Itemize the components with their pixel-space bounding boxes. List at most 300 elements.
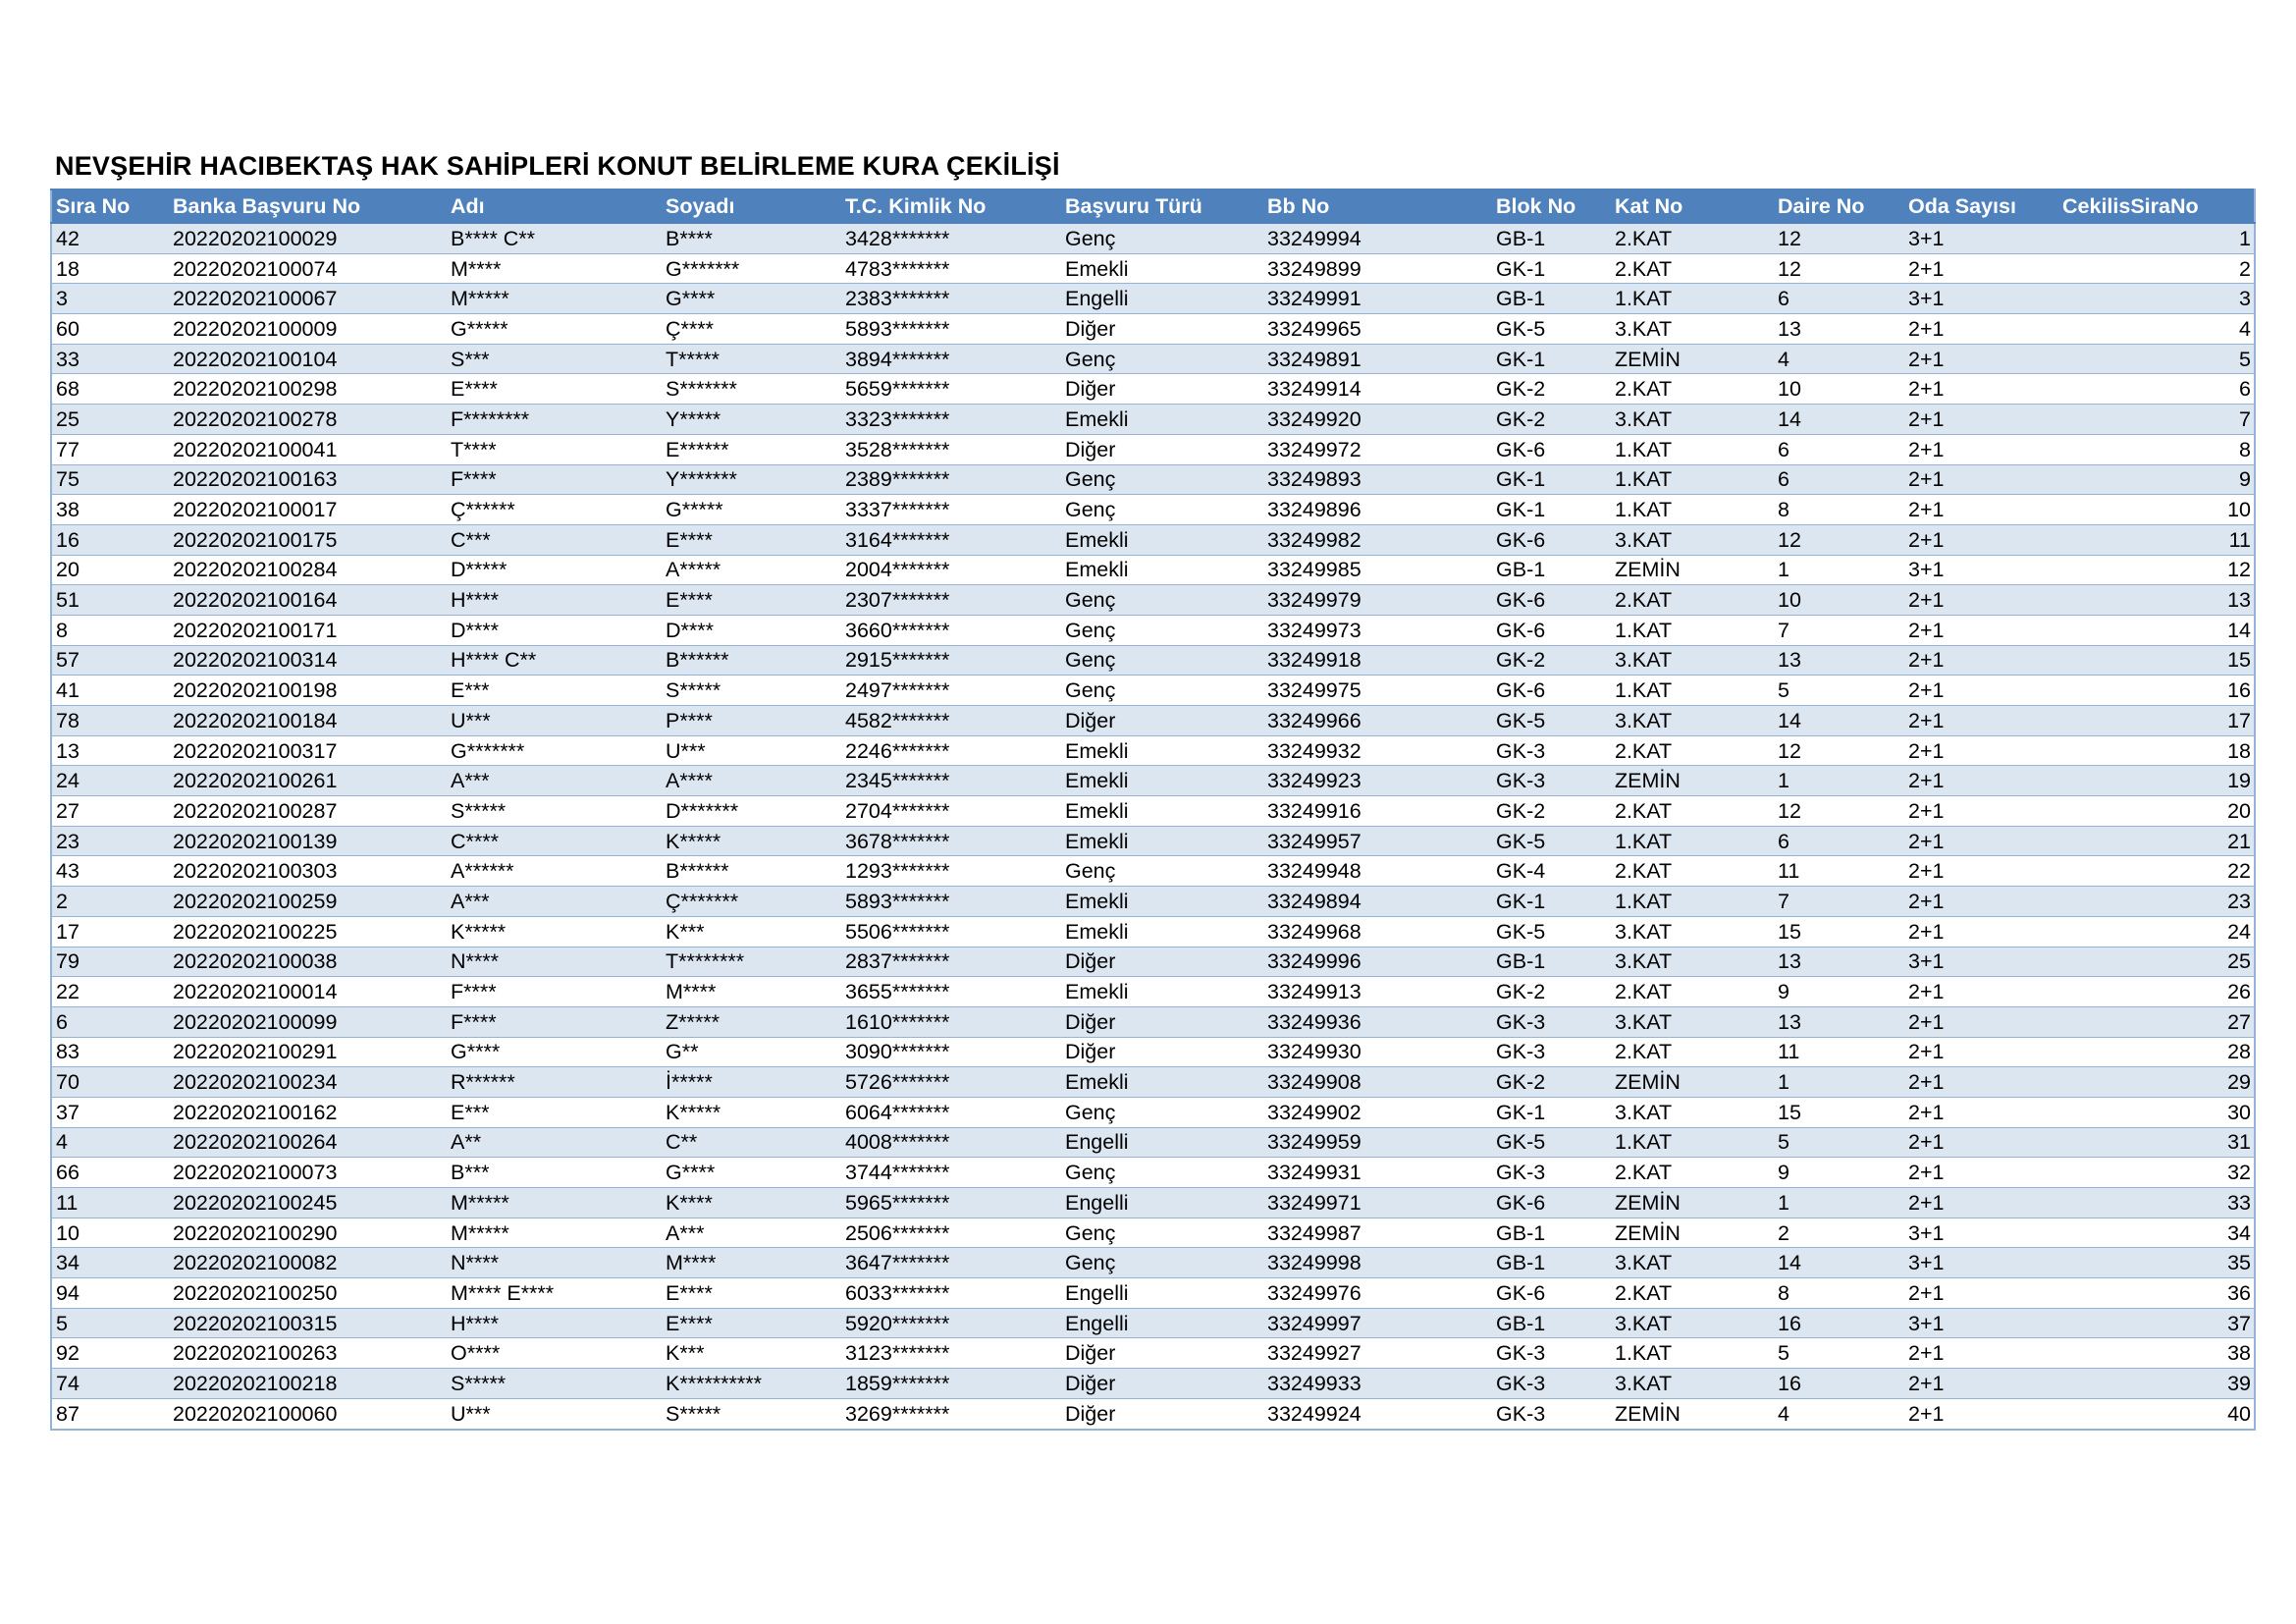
cell-adi: R****** [447,1067,662,1098]
cell-blok-no: GK-1 [1492,344,1611,374]
cell-soyadi: K********** [662,1369,841,1399]
cell-bb-no: 33249982 [1263,524,1492,555]
cell-blok-no: GK-2 [1492,1067,1611,1098]
cell-adi: E**** [447,374,662,405]
cell-adi: A*** [447,887,662,917]
cell-daire-no: 5 [1774,676,1904,706]
cell-banka-basvuru-no: 20220202100009 [169,314,447,345]
cell-adi: T**** [447,434,662,464]
cell-banka-basvuru-no: 20220202100038 [169,947,447,977]
cell-blok-no: GK-5 [1492,314,1611,345]
cell-cekilis-sira-no: 36 [2058,1278,2255,1309]
cell-banka-basvuru-no: 20220202100278 [169,405,447,435]
cell-soyadi: İ***** [662,1067,841,1098]
cell-adi: B*** [447,1158,662,1188]
cell-daire-no: 6 [1774,284,1904,314]
cell-blok-no: GK-3 [1492,1006,1611,1037]
cell-banka-basvuru-no: 20220202100234 [169,1067,447,1098]
cell-oda-sayisi: 3+1 [1904,223,2058,253]
cell-banka-basvuru-no: 20220202100041 [169,434,447,464]
cell-daire-no: 10 [1774,374,1904,405]
cell-daire-no: 13 [1774,645,1904,676]
cell-basvuru-turu: Emekli [1061,253,1263,284]
cell-soyadi: E**** [662,1308,841,1338]
cell-adi: U*** [447,706,662,736]
cell-kat-no: 1.KAT [1611,495,1774,525]
cell-basvuru-turu: Emekli [1061,916,1263,947]
cell-adi: G**** [447,1037,662,1067]
cell-tc-kimlik-no: 3123******* [841,1338,1061,1369]
cell-tc-kimlik-no: 1859******* [841,1369,1061,1399]
table-row [51,253,2255,284]
cell-basvuru-turu: Engelli [1061,1278,1263,1309]
cell-banka-basvuru-no: 20220202100259 [169,887,447,917]
cell-oda-sayisi: 2+1 [1904,1127,2058,1158]
cell-adi: E*** [447,1097,662,1127]
cell-adi: F**** [447,464,662,495]
cell-kat-no: 3.KAT [1611,1308,1774,1338]
cell-adi: A** [447,1127,662,1158]
cell-bb-no: 33249948 [1263,856,1492,887]
cell-bb-no: 33249966 [1263,706,1492,736]
cell-kat-no: 2.KAT [1611,796,1774,827]
cell-blok-no: GK-6 [1492,585,1611,616]
cell-daire-no: 9 [1774,977,1904,1007]
cell-cekilis-sira-no: 17 [2058,706,2255,736]
cell-banka-basvuru-no: 20220202100029 [169,223,447,253]
cell-banka-basvuru-no: 20220202100067 [169,284,447,314]
cell-sira-no: 37 [51,1097,169,1127]
cell-kat-no: 2.KAT [1611,585,1774,616]
cell-kat-no: 1.KAT [1611,434,1774,464]
cell-bb-no: 33249996 [1263,947,1492,977]
cell-bb-no: 33249973 [1263,615,1492,645]
cell-daire-no: 12 [1774,223,1904,253]
cell-tc-kimlik-no: 3894******* [841,344,1061,374]
cell-kat-no: 2.KAT [1611,856,1774,887]
cell-cekilis-sira-no: 31 [2058,1127,2255,1158]
cell-blok-no: GK-3 [1492,1398,1611,1429]
cell-basvuru-turu: Genç [1061,856,1263,887]
cell-banka-basvuru-no: 20220202100198 [169,676,447,706]
cell-tc-kimlik-no: 5893******* [841,887,1061,917]
table-row [51,585,2255,616]
column-header-banka-basvuru-no: Banka Başvuru No [169,189,447,223]
cell-daire-no: 1 [1774,555,1904,585]
cell-basvuru-turu: Genç [1061,464,1263,495]
cell-sira-no: 27 [51,796,169,827]
cell-bb-no: 33249979 [1263,585,1492,616]
cell-adi: S*** [447,344,662,374]
cell-sira-no: 13 [51,735,169,766]
cell-oda-sayisi: 2+1 [1904,434,2058,464]
cell-bb-no: 33249965 [1263,314,1492,345]
cell-soyadi: K*** [662,916,841,947]
column-header-oda-sayisi: Oda Sayısı [1904,189,2058,223]
cell-soyadi: G** [662,1037,841,1067]
cell-banka-basvuru-no: 20220202100139 [169,826,447,856]
table-row [51,495,2255,525]
cell-soyadi: M**** [662,977,841,1007]
cell-cekilis-sira-no: 7 [2058,405,2255,435]
cell-daire-no: 12 [1774,253,1904,284]
cell-cekilis-sira-no: 34 [2058,1218,2255,1248]
cell-blok-no: GK-5 [1492,916,1611,947]
cell-oda-sayisi: 3+1 [1904,1248,2058,1278]
cell-adi: G***** [447,314,662,345]
cell-adi: M***** [447,284,662,314]
cell-blok-no: GK-5 [1492,826,1611,856]
cell-soyadi: B****** [662,856,841,887]
cell-oda-sayisi: 2+1 [1904,706,2058,736]
cell-adi: G******* [447,735,662,766]
cell-daire-no: 14 [1774,405,1904,435]
cell-soyadi: E****** [662,434,841,464]
cell-banka-basvuru-no: 20220202100314 [169,645,447,676]
table-row [51,1037,2255,1067]
cell-tc-kimlik-no: 5506******* [841,916,1061,947]
cell-soyadi: K***** [662,1097,841,1127]
cell-bb-no: 33249894 [1263,887,1492,917]
cell-banka-basvuru-no: 20220202100074 [169,253,447,284]
cell-sira-no: 41 [51,676,169,706]
cell-banka-basvuru-no: 20220202100104 [169,344,447,374]
cell-soyadi: D**** [662,615,841,645]
cell-adi: E*** [447,676,662,706]
cell-cekilis-sira-no: 1 [2058,223,2255,253]
table-row [51,1067,2255,1098]
cell-kat-no: 1.KAT [1611,1127,1774,1158]
cell-soyadi: E**** [662,1278,841,1309]
cell-basvuru-turu: Diğer [1061,947,1263,977]
cell-basvuru-turu: Genç [1061,344,1263,374]
cell-blok-no: GK-1 [1492,1097,1611,1127]
cell-oda-sayisi: 2+1 [1904,314,2058,345]
cell-blok-no: GK-6 [1492,1278,1611,1309]
cell-kat-no: 2.KAT [1611,253,1774,284]
cell-cekilis-sira-no: 28 [2058,1037,2255,1067]
cell-oda-sayisi: 2+1 [1904,1097,2058,1127]
cell-bb-no: 33249899 [1263,253,1492,284]
cell-oda-sayisi: 2+1 [1904,374,2058,405]
cell-kat-no: ZEMİN [1611,1398,1774,1429]
cell-adi: M**** E**** [447,1278,662,1309]
cell-kat-no: ZEMİN [1611,344,1774,374]
cell-adi: H**** [447,585,662,616]
cell-adi: D**** [447,615,662,645]
cell-soyadi: K**** [662,1188,841,1218]
cell-adi: F**** [447,977,662,1007]
cell-blok-no: GK-1 [1492,495,1611,525]
cell-daire-no: 4 [1774,344,1904,374]
cell-oda-sayisi: 3+1 [1904,947,2058,977]
cell-tc-kimlik-no: 3678******* [841,826,1061,856]
cell-banka-basvuru-no: 20220202100284 [169,555,447,585]
cell-bb-no: 33249893 [1263,464,1492,495]
cell-cekilis-sira-no: 23 [2058,887,2255,917]
cell-daire-no: 15 [1774,1097,1904,1127]
table-row [51,555,2255,585]
cell-soyadi: G******* [662,253,841,284]
cell-blok-no: GK-5 [1492,1127,1611,1158]
cell-soyadi: D******* [662,796,841,827]
cell-sira-no: 94 [51,1278,169,1309]
table-row [51,434,2255,464]
cell-kat-no: 2.KAT [1611,1278,1774,1309]
cell-tc-kimlik-no: 2307******* [841,585,1061,616]
cell-tc-kimlik-no: 3647******* [841,1248,1061,1278]
cell-oda-sayisi: 2+1 [1904,615,2058,645]
cell-sira-no: 83 [51,1037,169,1067]
cell-banka-basvuru-no: 20220202100163 [169,464,447,495]
cell-banka-basvuru-no: 20220202100290 [169,1218,447,1248]
cell-sira-no: 43 [51,856,169,887]
cell-cekilis-sira-no: 6 [2058,374,2255,405]
cell-bb-no: 33249933 [1263,1369,1492,1399]
cell-basvuru-turu: Genç [1061,1158,1263,1188]
cell-tc-kimlik-no: 1610******* [841,1006,1061,1037]
cell-bb-no: 33249957 [1263,826,1492,856]
cell-cekilis-sira-no: 14 [2058,615,2255,645]
cell-oda-sayisi: 2+1 [1904,766,2058,796]
cell-kat-no: ZEMİN [1611,766,1774,796]
cell-tc-kimlik-no: 2345******* [841,766,1061,796]
cell-bb-no: 33249908 [1263,1067,1492,1098]
cell-basvuru-turu: Genç [1061,585,1263,616]
cell-bb-no: 33249923 [1263,766,1492,796]
cell-tc-kimlik-no: 3323******* [841,405,1061,435]
cell-basvuru-turu: Emekli [1061,524,1263,555]
cell-cekilis-sira-no: 5 [2058,344,2255,374]
cell-kat-no: 2.KAT [1611,374,1774,405]
column-header-cekilis-sira-no: CekilisSiraNo [2058,189,2255,223]
cell-adi: N**** [447,947,662,977]
cell-daire-no: 15 [1774,916,1904,947]
cell-daire-no: 16 [1774,1369,1904,1399]
cell-basvuru-turu: Genç [1061,495,1263,525]
table-row [51,1278,2255,1309]
cell-soyadi: B**** [662,223,841,253]
cell-blok-no: GK-1 [1492,253,1611,284]
cell-cekilis-sira-no: 27 [2058,1006,2255,1037]
cell-daire-no: 1 [1774,1067,1904,1098]
cell-bb-no: 33249976 [1263,1278,1492,1309]
cell-bb-no: 33249997 [1263,1308,1492,1338]
cell-oda-sayisi: 2+1 [1904,826,2058,856]
cell-daire-no: 6 [1774,434,1904,464]
cell-banka-basvuru-no: 20220202100218 [169,1369,447,1399]
cell-bb-no: 33249971 [1263,1188,1492,1218]
cell-cekilis-sira-no: 19 [2058,766,2255,796]
table-row [51,405,2255,435]
cell-tc-kimlik-no: 3269******* [841,1398,1061,1429]
cell-bb-no: 33249913 [1263,977,1492,1007]
cell-blok-no: GK-2 [1492,405,1611,435]
cell-oda-sayisi: 2+1 [1904,585,2058,616]
cell-tc-kimlik-no: 5920******* [841,1308,1061,1338]
cell-bb-no: 33249931 [1263,1158,1492,1188]
cell-adi: F**** [447,1006,662,1037]
cell-daire-no: 11 [1774,1037,1904,1067]
cell-kat-no: 3.KAT [1611,1006,1774,1037]
cell-sira-no: 60 [51,314,169,345]
cell-sira-no: 79 [51,947,169,977]
cell-cekilis-sira-no: 25 [2058,947,2255,977]
column-header-bb-no: Bb No [1263,189,1492,223]
cell-banka-basvuru-no: 20220202100298 [169,374,447,405]
cell-soyadi: K***** [662,826,841,856]
cell-kat-no: 3.KAT [1611,706,1774,736]
cell-banka-basvuru-no: 20220202100264 [169,1127,447,1158]
cell-cekilis-sira-no: 20 [2058,796,2255,827]
cell-kat-no: ZEMİN [1611,1218,1774,1248]
cell-basvuru-turu: Emekli [1061,735,1263,766]
cell-daire-no: 12 [1774,524,1904,555]
cell-sira-no: 51 [51,585,169,616]
cell-adi: S***** [447,1369,662,1399]
cell-adi: D***** [447,555,662,585]
cell-sira-no: 33 [51,344,169,374]
cell-basvuru-turu: Engelli [1061,284,1263,314]
table-row [51,1338,2255,1369]
cell-tc-kimlik-no: 2246******* [841,735,1061,766]
cell-basvuru-turu: Engelli [1061,1188,1263,1218]
cell-tc-kimlik-no: 3164******* [841,524,1061,555]
cell-soyadi: G**** [662,1158,841,1188]
cell-banka-basvuru-no: 20220202100175 [169,524,447,555]
cell-adi: A*** [447,766,662,796]
cell-blok-no: GB-1 [1492,1248,1611,1278]
cell-banka-basvuru-no: 20220202100317 [169,735,447,766]
cell-tc-kimlik-no: 6033******* [841,1278,1061,1309]
cell-basvuru-turu: Diğer [1061,1398,1263,1429]
cell-banka-basvuru-no: 20220202100291 [169,1037,447,1067]
cell-sira-no: 66 [51,1158,169,1188]
table-row [51,1188,2255,1218]
cell-daire-no: 9 [1774,1158,1904,1188]
cell-tc-kimlik-no: 1293******* [841,856,1061,887]
cell-banka-basvuru-no: 20220202100303 [169,856,447,887]
cell-kat-no: 3.KAT [1611,524,1774,555]
cell-cekilis-sira-no: 8 [2058,434,2255,464]
cell-oda-sayisi: 3+1 [1904,284,2058,314]
cell-blok-no: GB-1 [1492,1308,1611,1338]
cell-oda-sayisi: 2+1 [1904,1037,2058,1067]
cell-kat-no: 3.KAT [1611,1369,1774,1399]
cell-adi: M***** [447,1188,662,1218]
cell-basvuru-turu: Emekli [1061,826,1263,856]
cell-kat-no: 3.KAT [1611,1097,1774,1127]
cell-sira-no: 16 [51,524,169,555]
cell-soyadi: C** [662,1127,841,1158]
cell-oda-sayisi: 2+1 [1904,1278,2058,1309]
table-row [51,344,2255,374]
cell-soyadi: G***** [662,495,841,525]
cell-banka-basvuru-no: 20220202100287 [169,796,447,827]
cell-basvuru-turu: Diğer [1061,1369,1263,1399]
table-row [51,856,2255,887]
cell-bb-no: 33249936 [1263,1006,1492,1037]
cell-soyadi: S***** [662,1398,841,1429]
cell-tc-kimlik-no: 2915******* [841,645,1061,676]
cell-cekilis-sira-no: 26 [2058,977,2255,1007]
cell-kat-no: 3.KAT [1611,1248,1774,1278]
table-row [51,1218,2255,1248]
table-row [51,1308,2255,1338]
cell-blok-no: GK-1 [1492,887,1611,917]
cell-blok-no: GK-2 [1492,977,1611,1007]
cell-basvuru-turu: Genç [1061,1097,1263,1127]
table-row [51,916,2255,947]
column-header-sira-no: Sıra No [51,189,169,223]
cell-basvuru-turu: Genç [1061,223,1263,253]
cell-sira-no: 68 [51,374,169,405]
cell-daire-no: 12 [1774,796,1904,827]
cell-basvuru-turu: Emekli [1061,555,1263,585]
cell-soyadi: Z***** [662,1006,841,1037]
cell-kat-no: 2.KAT [1611,977,1774,1007]
table-row [51,1398,2255,1429]
cell-blok-no: GK-3 [1492,766,1611,796]
cell-tc-kimlik-no: 2704******* [841,796,1061,827]
cell-bb-no: 33249959 [1263,1127,1492,1158]
cell-daire-no: 8 [1774,1278,1904,1309]
cell-bb-no: 33249916 [1263,796,1492,827]
cell-daire-no: 14 [1774,706,1904,736]
cell-oda-sayisi: 3+1 [1904,555,2058,585]
cell-blok-no: GK-6 [1492,615,1611,645]
cell-kat-no: 1.KAT [1611,887,1774,917]
cell-basvuru-turu: Genç [1061,676,1263,706]
column-header-kat-no: Kat No [1611,189,1774,223]
cell-adi: O**** [447,1338,662,1369]
cell-sira-no: 78 [51,706,169,736]
cell-daire-no: 8 [1774,495,1904,525]
cell-blok-no: GK-6 [1492,676,1611,706]
table-row [51,735,2255,766]
cell-cekilis-sira-no: 38 [2058,1338,2255,1369]
cell-blok-no: GK-3 [1492,1158,1611,1188]
cell-soyadi: E**** [662,585,841,616]
cell-sira-no: 34 [51,1248,169,1278]
cell-cekilis-sira-no: 29 [2058,1067,2255,1098]
cell-sira-no: 92 [51,1338,169,1369]
cell-banka-basvuru-no: 20220202100184 [169,706,447,736]
cell-cekilis-sira-no: 35 [2058,1248,2255,1278]
column-header-soyadi: Soyadı [662,189,841,223]
column-header-basvuru-turu: Başvuru Türü [1061,189,1263,223]
cell-cekilis-sira-no: 33 [2058,1188,2255,1218]
cell-soyadi: G**** [662,284,841,314]
cell-soyadi: T******** [662,947,841,977]
cell-blok-no: GK-2 [1492,796,1611,827]
cell-banka-basvuru-no: 20220202100082 [169,1248,447,1278]
cell-adi: M***** [447,1218,662,1248]
cell-adi: C*** [447,524,662,555]
cell-soyadi: A***** [662,555,841,585]
cell-sira-no: 8 [51,615,169,645]
cell-kat-no: 2.KAT [1611,1037,1774,1067]
cell-tc-kimlik-no: 5893******* [841,314,1061,345]
cell-cekilis-sira-no: 15 [2058,645,2255,676]
cell-kat-no: 2.KAT [1611,735,1774,766]
cell-basvuru-turu: Diğer [1061,434,1263,464]
cell-basvuru-turu: Diğer [1061,706,1263,736]
cell-bb-no: 33249987 [1263,1218,1492,1248]
table-header-row [51,189,2255,223]
cell-soyadi: K*** [662,1338,841,1369]
cell-sira-no: 6 [51,1006,169,1037]
